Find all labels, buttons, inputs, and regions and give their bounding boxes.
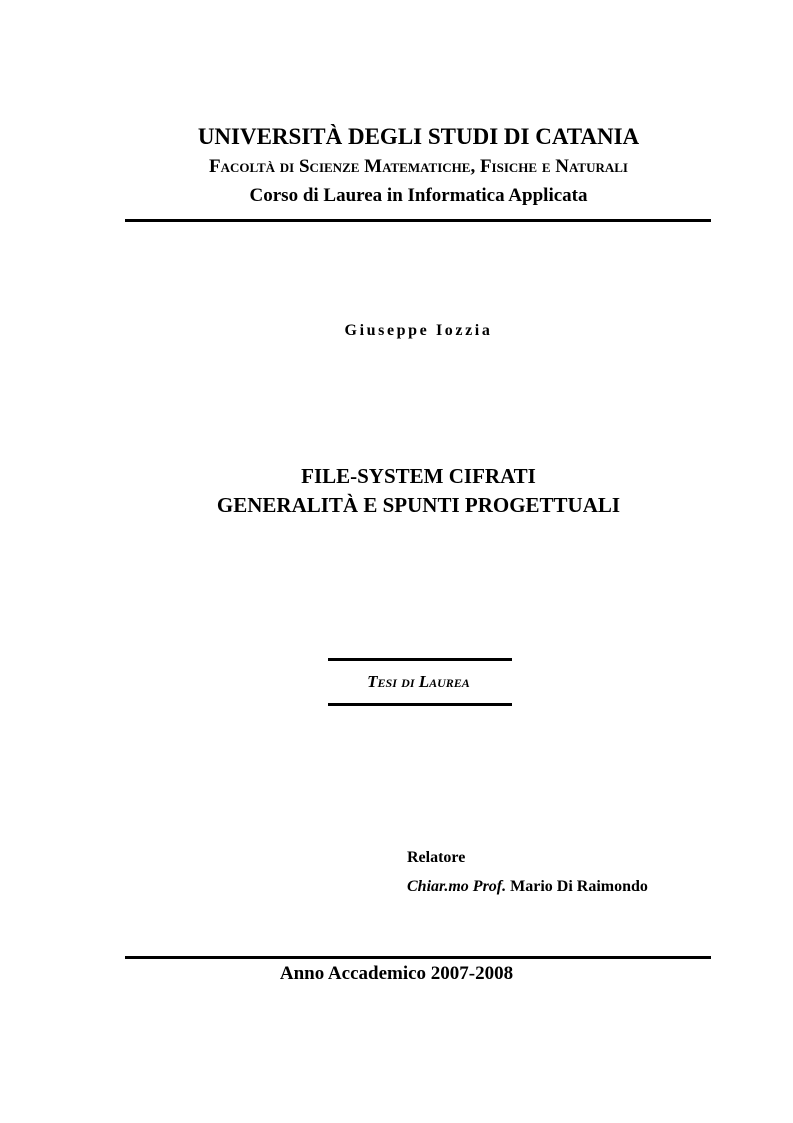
supervisor-name: Mario Di Raimondo (510, 878, 648, 895)
document-type-top-rule (328, 658, 512, 661)
author-name: Giuseppe Iozzia (344, 322, 493, 339)
supervisor-label: Relatore (407, 849, 466, 866)
footer-divider (125, 956, 711, 959)
supervisor (407, 877, 648, 897)
supervisor-honorific: Chiar.mo Prof. (407, 878, 507, 895)
document-type: Tesi di Laurea (367, 672, 470, 691)
academic-year: Anno Accademico 2007-2008 (279, 963, 514, 984)
header-divider (125, 219, 711, 222)
thesis-title-line-1: FILE-SYSTEM CIFRATI (301, 464, 536, 488)
faculty-text: Facoltà di Scienze Matematiche, Fisiche e Naturali (209, 156, 628, 177)
course-name: Corso di Laurea in Informatica Applicata (249, 185, 588, 206)
faculty-name (22, 155, 793, 179)
university-name: UNIVERSITÀ DEGLI STUDI DI CATANIA (197, 124, 640, 149)
thesis-title-line-2: GENERALITÀ E SPUNTI PROGETTUALI (216, 493, 621, 517)
document-type-bottom-rule (328, 703, 512, 706)
